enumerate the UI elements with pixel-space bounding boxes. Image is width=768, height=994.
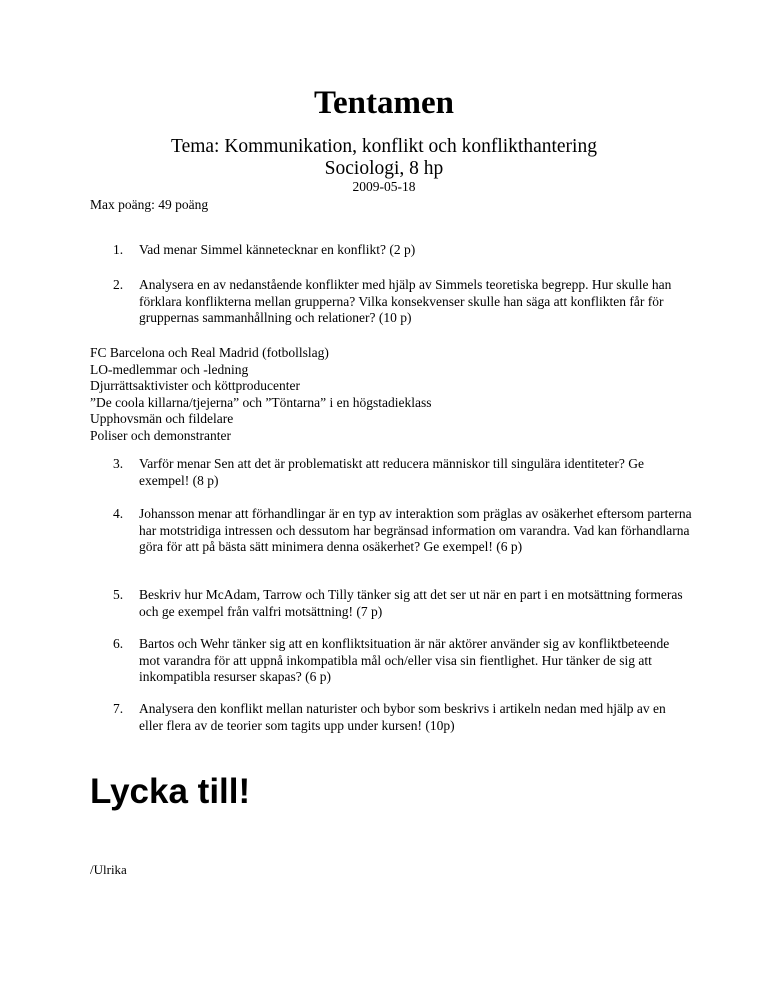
question-5 — [113, 587, 693, 620]
question-text: Bartos och Wehr tänker sig att en konfliktsituation är när aktörer använder sig av konfliktbeteende mot varandra för att uppnå inkompatibla mål och/eller visa sin fientlighet. Hur tänker de sig att inkompatibla resurser skapas? (6 p) — [139, 636, 670, 684]
question-number: 6. — [113, 636, 124, 651]
question-text: Beskriv hur McAdam, Tarrow och Tilly tänker sig att det ser ut när en part i en motsättning formeras och ge exempel från valfri motsättning! (7 p) — [139, 587, 683, 619]
question-number: 1. — [113, 242, 124, 257]
page-title: Tentamen — [314, 85, 454, 121]
question-text: Johansson menar att förhandlingar är en typ av interaktion som präglas av osäkerhet eftersom parterna har motstridiga intressen och dessutom har begränsad information om varandra. Vad kan förhandlarna göra för att på bästa sätt minimera denna osäkerhet? Ge exempel! (6 p) — [139, 506, 692, 554]
list-item: ”De coola killarna/tjejerna” och ”Töntarna” i en högstadieklass — [90, 394, 432, 410]
question-6 — [113, 636, 693, 686]
list-item: Djurrättsaktivister och köttproducenter — [90, 378, 300, 393]
list-item: Poliser och demonstranter — [90, 427, 231, 443]
question-text: Analysera en av nedanstående konflikter med hjälp av Simmels teoretiska begrepp. Hur skulle han förklara konflikterna mellan grupperna? Vilka konsekvenser skulle han säga att konflikten får för gruppernas sammanhållning och relationer? (10 p) — [139, 277, 672, 325]
question-1 — [113, 242, 693, 259]
max-points: Max poäng: 49 poäng — [90, 197, 209, 212]
good-luck-heading: Lycka till! — [90, 772, 251, 811]
exam-theme: Tema: Kommunikation, konflikt och konflikthantering — [171, 136, 597, 157]
question-text: Analysera den konflikt mellan naturister och bybor som beskrivs i artikeln nedan med hjälp av en eller flera av de teorier som tagits upp under kursen! (10p) — [139, 701, 666, 733]
question-3 — [113, 456, 693, 489]
conflict-list — [90, 345, 690, 444]
question-text: Varför menar Sen att det är problematiskt att reducera människor till singulära identiteter? Ge exempel! (8 p) — [139, 456, 644, 488]
question-number: 7. — [113, 701, 124, 716]
signature: /Ulrika — [90, 862, 127, 877]
question-number: 4. — [113, 506, 124, 521]
question-2 — [113, 277, 693, 327]
list-item: Upphovsmän och fildelare — [90, 411, 234, 426]
question-7 — [113, 701, 693, 734]
course-name: Sociologi, 8 hp — [324, 158, 444, 179]
question-number: 5. — [113, 587, 124, 602]
question-text: Vad menar Simmel kännetecknar en konflikt? (2 p) — [139, 242, 416, 257]
list-item: LO-medlemmar och -ledning — [90, 361, 249, 377]
list-item: FC Barcelona och Real Madrid (fotbollslag) — [90, 345, 329, 360]
exam-date: 2009-05-18 — [352, 179, 416, 194]
question-number: 3. — [113, 456, 124, 471]
question-number: 2. — [113, 277, 124, 292]
question-4 — [113, 506, 693, 556]
